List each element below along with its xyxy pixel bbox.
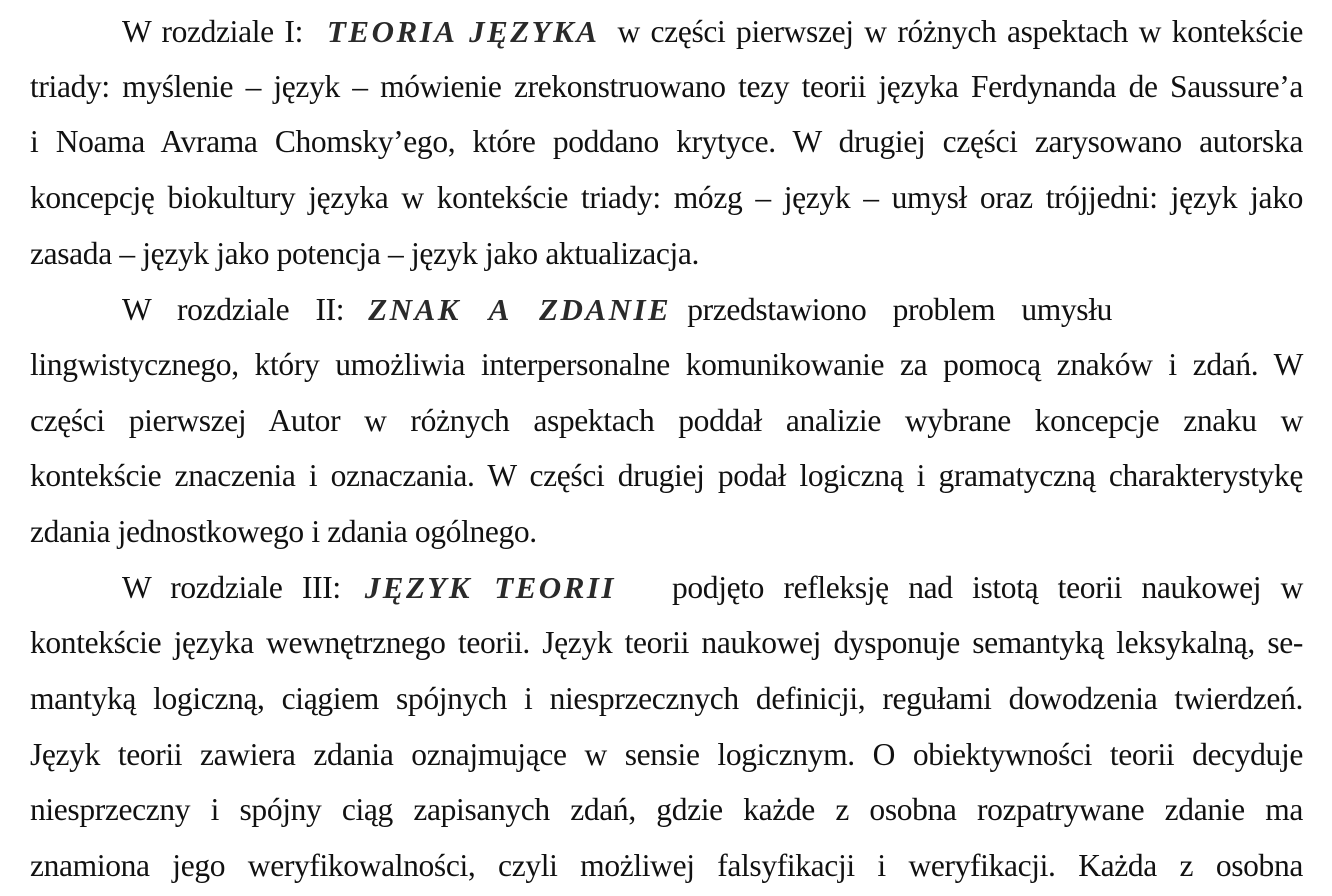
chapter-2-title: ZNAK A ZDANIE <box>368 292 672 327</box>
paragraph-2-line-3: części pierwszej Autor w różnych aspektach poddał analizie wybrane koncepcje znaku w <box>30 403 1303 438</box>
paragraph-2-text-1: przedstawiono problem umysłu <box>687 292 1112 327</box>
paragraph-2-line-1 <box>122 285 1112 335</box>
paragraph-1-line-4: koncepcję biokultury języka w kontekście triady: mózg – język – umysł oraz trójjedni: język jako <box>30 180 1303 215</box>
paragraph-3-line-5: niesprzeczny i spójny ciąg zapisanych zdań, gdzie każde z osobna rozpatrywane zdanie ma <box>30 792 1303 827</box>
paragraph-1-line-1 <box>122 7 1303 57</box>
paragraph-3-line-3: mantyką logiczną, ciągiem spójnych i niesprzecznych definicji, regułami dowodzenia twierdzeń. <box>30 681 1303 716</box>
paragraph-3-line-2: kontekście języka wewnętrznego teorii. Język teorii naukowej dysponuje semantyką leksykalną, se- <box>30 625 1303 660</box>
paragraph-3-line-4: Język teorii zawiera zdania oznajmujące w sensie logicznym. O obiektywności teorii decyduje <box>30 737 1303 772</box>
chapter-3-title: JĘZYK TEORII <box>364 570 616 605</box>
paragraph-3-text-1: podjęto refleksję nad istotą teorii naukowej w <box>672 570 1304 605</box>
paragraph-1-line-5: zasada – język jako potencja – język jako aktualizacja. <box>30 236 700 271</box>
paragraph-1-text-1: w części pierwszej w różnych aspektach w kontekście <box>617 14 1304 49</box>
chapter-3-intro: W rozdziale III: <box>122 570 341 605</box>
chapter-1-intro: W rozdziale I: <box>122 14 303 49</box>
paragraph-2-line-5: zdania jednostkowego i zdania ogólnego. <box>30 514 537 549</box>
paragraph-2-line-2: lingwistycznego, który umożliwia interpersonalne komunikowanie za pomocą znaków i zdań. W <box>30 347 1303 382</box>
paragraph-3-line-6: znamiona jego weryfikowalności, czyli możliwej falsyfikacji i weryfikacji. Każda z osobna <box>30 848 1303 883</box>
chapter-1-title: TEORIA JĘZYKA <box>326 14 600 49</box>
paragraph-1-line-2: triady: myślenie – język – mówienie zrekonstruowano tezy teorii języka Ferdynanda de Saussure’a <box>30 69 1303 104</box>
paragraph-2-line-4: kontekście znaczenia i oznaczania. W części drugiej podał logiczną i gramatyczną charakterystykę <box>30 458 1303 493</box>
paragraph-1-line-3: i Noama Avrama Chomsky’ego, które poddano krytyce. W drugiej części zarysowano autorska <box>30 124 1303 159</box>
chapter-2-intro: W rozdziale II: <box>122 292 345 327</box>
paragraph-3-line-1 <box>122 563 1303 613</box>
